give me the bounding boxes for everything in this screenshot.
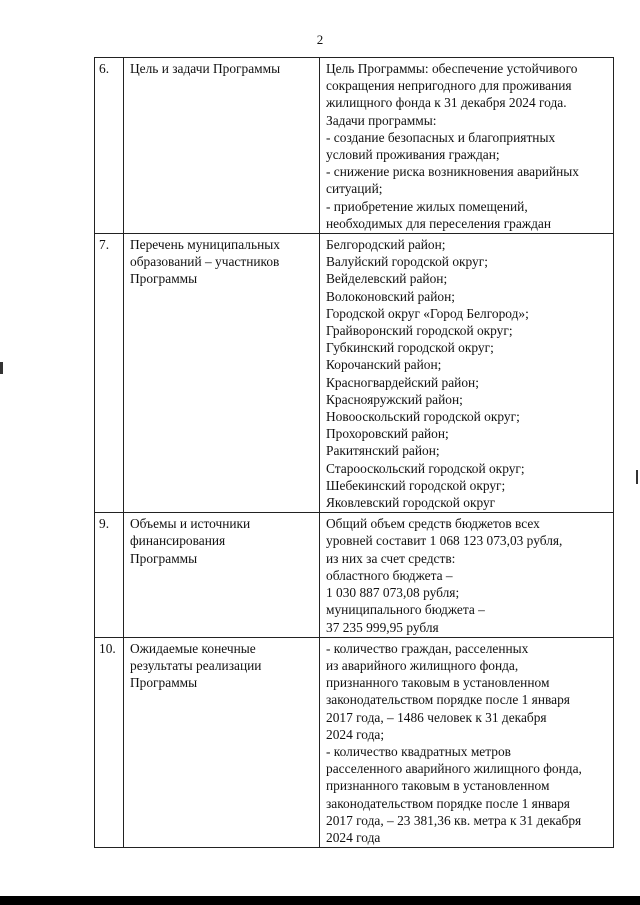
row-value-line: 2024 года — [326, 829, 381, 845]
row-value-line: законодательством порядке после 1 января — [326, 692, 570, 708]
row-value-line: Корочанский район; — [326, 357, 442, 373]
row-value-line: законодательством порядке после 1 января — [326, 795, 570, 811]
row-value-line: Яковлевский городской округ — [326, 495, 496, 511]
page-number: 2 — [316, 32, 324, 47]
table-row — [95, 513, 614, 637]
row-name-line: Программы — [130, 271, 198, 287]
row-name-line: Объемы и источники — [130, 516, 251, 532]
table-body — [95, 58, 614, 848]
row-value-line: муниципального бюджета – — [326, 602, 485, 618]
row-value-line: Губкинский городской округ; — [326, 340, 494, 356]
row-value-line: - снижение риска возникновения аварийных — [326, 164, 579, 180]
row-name-line: Перечень муниципальных — [130, 237, 280, 253]
table-row — [95, 234, 614, 513]
row-value-line: из них за счет средств: — [326, 550, 456, 566]
row-value-line: признанного таковым в установленном — [326, 778, 550, 794]
row-value-cell — [320, 637, 614, 847]
row-value-line: Шебекинский городской округ; — [326, 477, 506, 493]
row-value-line: - создание безопасных и благоприятных — [326, 129, 556, 145]
program-passport-table — [94, 57, 614, 848]
row-value-line: Прохоровский район; — [326, 426, 449, 442]
row-name-line: финансирования — [130, 533, 226, 549]
row-name-line: Цель и задачи Программы — [130, 61, 281, 76]
row-value-line: из аварийного жилищного фонда, — [326, 657, 519, 673]
row-value-line: ситуаций; — [326, 181, 383, 197]
row-value-line: Валуйский городской округ; — [326, 254, 488, 270]
row-value-cell — [320, 234, 614, 513]
row-value-line: Общий объем средств бюджетов всех — [326, 516, 540, 532]
row-name-cell — [124, 637, 320, 847]
row-value-line: уровней составит 1 068 123 073,03 рубля, — [326, 533, 563, 549]
row-value-line: Волоконовский район; — [326, 288, 455, 304]
row-value-line: Новооскольский городской округ; — [326, 409, 520, 425]
row-name-cell — [124, 234, 320, 513]
row-value-line: - количество квадратных метров — [326, 743, 511, 759]
row-name-line: результаты реализации — [130, 657, 262, 673]
row-name-line: Программы — [130, 550, 198, 566]
row-value-line: расселенного аварийного жилищного фонда, — [326, 761, 582, 777]
row-value-line: 1 030 887 073,08 рубля; — [326, 585, 460, 601]
table-row — [95, 637, 614, 847]
row-value-line: условий проживания граждан; — [326, 147, 500, 163]
row-number: 6. — [95, 58, 124, 234]
scan-bottom-edge — [0, 896, 640, 905]
row-value-line: Грайворонский городской округ; — [326, 323, 513, 339]
row-value-line: Ракитянский район; — [326, 443, 440, 459]
row-value-line: Задачи программы: — [326, 112, 437, 128]
row-value-line: - количество граждан, расселенных — [326, 640, 529, 656]
row-value-line: 2017 года, – 1486 человек к 31 декабря — [326, 709, 547, 725]
row-value-line: Цель Программы: обеспечение устойчивого — [326, 61, 578, 76]
row-value-line: 2017 года, – 23 381,36 кв. метра к 31 декабря — [326, 812, 582, 828]
row-value-line: Старооскольский городской округ; — [326, 460, 525, 476]
row-name-cell — [124, 513, 320, 637]
row-value-line: жилищного фонда к 31 декабря 2024 года. — [326, 95, 567, 111]
row-name-line: Ожидаемые конечные — [130, 640, 256, 656]
row-value-line: 37 235 999,95 рубля — [326, 619, 439, 635]
row-name-cell — [124, 58, 320, 234]
table-row — [95, 58, 614, 234]
row-value-cell — [320, 513, 614, 637]
row-name-line: Программы — [130, 675, 198, 691]
row-value-line: Белгородский район; — [326, 237, 446, 253]
row-value-line: Краснояружский район; — [326, 391, 463, 407]
row-value-line: Красногвардейский район; — [326, 374, 479, 390]
row-value-line: 2024 года; — [326, 726, 385, 742]
row-value-line: признанного таковым в установленном — [326, 675, 550, 691]
row-value-line: сокращения непригодного для проживания — [326, 78, 572, 94]
row-name-line: образований – участников — [130, 254, 280, 270]
row-value-line: Городской округ «Город Белгород»; — [326, 305, 529, 321]
row-value-line: областного бюджета – — [326, 567, 453, 583]
row-number: 7. — [95, 234, 124, 513]
row-value-line: необходимых для переселения граждан — [326, 215, 551, 231]
scan-artifact-left — [0, 362, 3, 374]
row-value-line: Вейделевский район; — [326, 271, 448, 287]
scan-artifact-right — [636, 470, 638, 484]
row-value-cell — [320, 58, 614, 234]
row-number: 9. — [95, 513, 124, 637]
row-number: 10. — [95, 637, 124, 847]
row-value-line: - приобретение жилых помещений, — [326, 198, 528, 214]
